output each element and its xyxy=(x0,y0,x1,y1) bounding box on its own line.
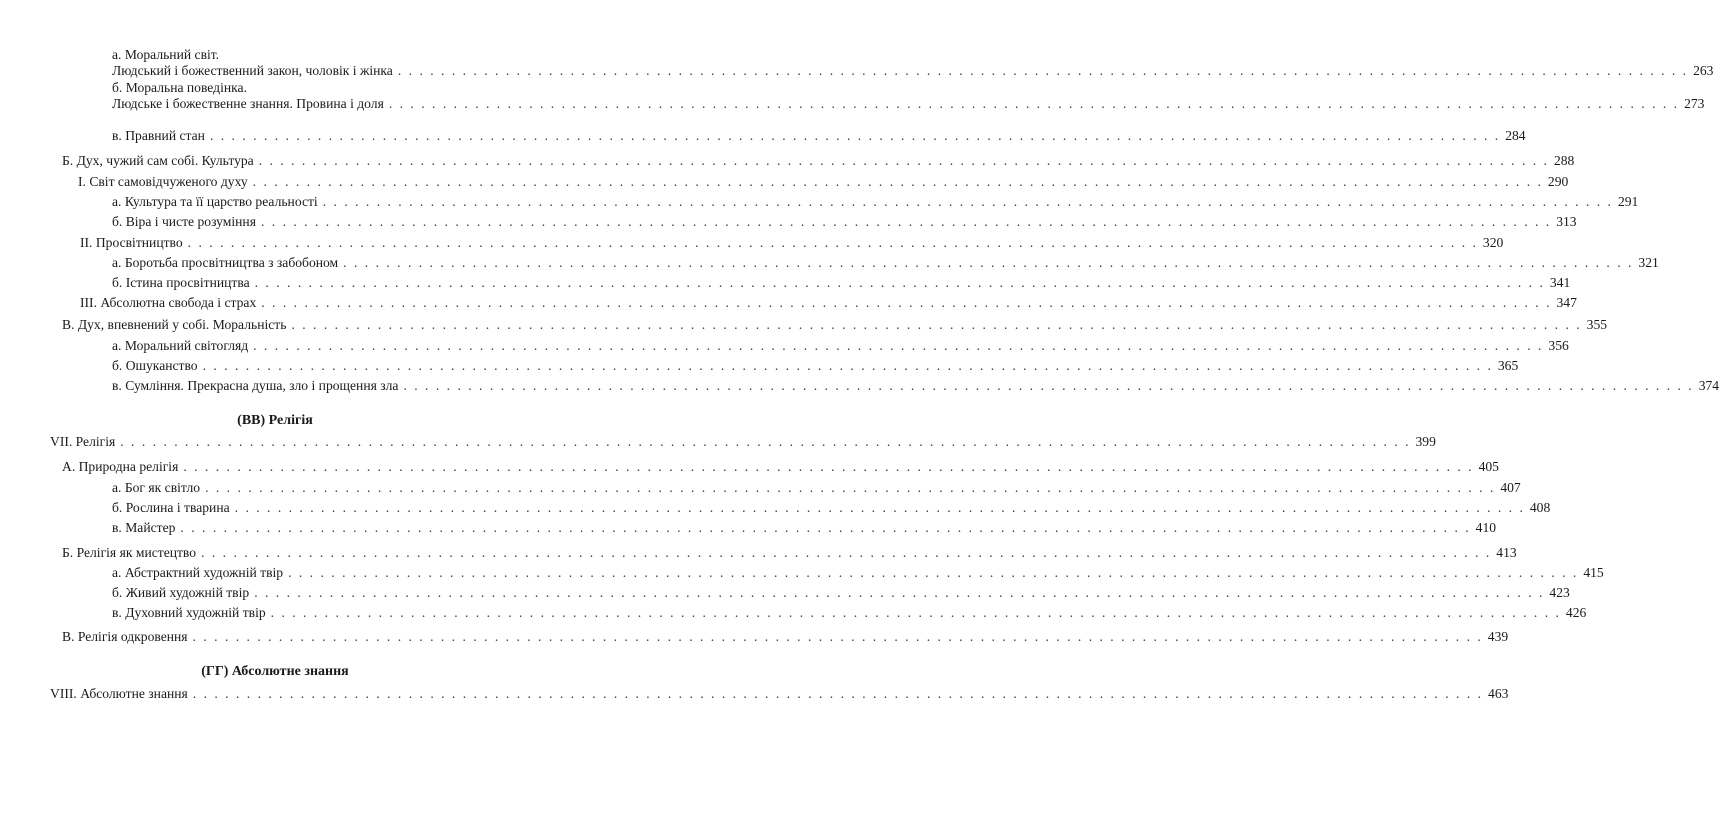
dot-leader: . . . . . . . . . . . . . . . . . . . . . . . . . . . . . . . . . . . . . . . . . . . . . . . . . . . . . . . . . . . . . . . . . . . . . . . . . . . . . . . . . . . . . . . . . . . . . . . . . . . . . . . . . . . . . . . . . . . . . . . . xyxy=(201,545,1492,560)
toc-page-number: 426 xyxy=(1565,605,1587,620)
toc-entry xyxy=(62,316,1608,334)
toc-entry-title: В. Релігія одкровення xyxy=(62,629,188,644)
toc-entry xyxy=(80,294,1577,312)
toc-entry-title: б. Віра і чисте розуміння xyxy=(112,214,256,229)
toc-page-number: 374 xyxy=(1698,378,1719,393)
toc-entry xyxy=(62,628,1509,646)
toc-entry xyxy=(112,357,1519,375)
toc-entry xyxy=(50,685,1509,703)
toc-entry-title: В. Дух, впевнений у собі. Моральність xyxy=(62,317,287,332)
toc-entry-title: II. Просвітництво xyxy=(80,235,183,250)
toc-page-number: 413 xyxy=(1496,545,1517,560)
toc-page-number: 399 xyxy=(1415,434,1436,449)
toc-entry-title: III. Абсолютна свобода і страх xyxy=(80,295,257,310)
toc-page-number: 320 xyxy=(1482,235,1504,250)
dot-leader: . . . . . . . . . . . . . . . . . . . . . . . . . . . . . . . . . . . . . . . . . . . . . . . . . . . . . . . . . . . . . . . . . . . . . . . . . . . . . . . . . . . . . . . . . . . . . . . . . . . . . . . . . . . . . . . . . . . . . . . . xyxy=(180,520,1471,535)
toc-entry-title: б. Рослина і тварина xyxy=(112,500,230,515)
dot-leader: . . . . . . . . . . . . . . . . . . . . . . . . . . . . . . . . . . . . . . . . . . . . . . . . . . . . . . . . . . . . . . . . . . . . . . . . . . . . . . . . . . . . . . . . . . . . . . . . . . . . . . . . . . . . . . . . . . . . . . . . xyxy=(253,338,1544,353)
section-heading: (ГГ) Абсолютне знання xyxy=(201,664,349,679)
dot-leader: . . . . . . . . . . . . . . . . . . . . . . . . . . . . . . . . . . . . . . . . . . . . . . . . . . . . . . . . . . . . . . . . . . . . . . . . . . . . . . . . . . . . . . . . . . . . . . . . . . . . . . . . . . . . . . . . . . . . . . . . xyxy=(397,63,1689,78)
toc-entry-title: в. Сумління. Прекрасна душа, зло і прощення зла xyxy=(112,378,399,393)
toc-page-number: 463 xyxy=(1488,686,1509,701)
toc-page-number: 347 xyxy=(1556,295,1577,310)
toc-entry-title: в. Майстер xyxy=(112,520,176,535)
toc-entry xyxy=(112,604,1587,622)
toc-entry xyxy=(112,213,1577,231)
dot-leader: . . . . . . . . . . . . . . . . . . . . . . . . . . . . . . . . . . . . . . . . . . . . . . . . . . . . . . . . . . . . . . . . . . . . . . . . . . . . . . . . . . . . . . . . . . . . . . . . . . . . . . . . . . . . . . . . . . . . . . . . xyxy=(260,214,1552,229)
toc-entry xyxy=(112,254,1659,272)
toc-page-number: 341 xyxy=(1549,275,1571,290)
toc-page-number: 273 xyxy=(1684,96,1705,111)
dot-leader: . . . . . . . . . . . . . . . . . . . . . . . . . . . . . . . . . . . . . . . . . . . . . . . . . . . . . . . . . . . . . . . . . . . . . . . . . . . . . . . . . . . . . . . . . . . . . . . . . . . . . . . . . . . . . . . . . . . . . . . . xyxy=(120,434,1411,449)
dot-leader: . . . . . . . . . . . . . . . . . . . . . . . . . . . . . . . . . . . . . . . . . . . . . . . . . . . . . . . . . . . . . . . . . . . . . . . . . . . . . . . . . . . . . . . . . . . . . . . . . . . . . . . . . . . . . . . . . . . . . . . . xyxy=(288,565,1579,580)
dot-leader: . . . . . . . . . . . . . . . . . . . . . . . . . . . . . . . . . . . . . . . . . . . . . . . . . . . . . . . . . . . . . . . . . . . . . . . . . . . . . . . . . . . . . . . . . . . . . . . . . . . . . . . . . . . . . . . . . . . . . . . . xyxy=(291,317,1582,332)
toc-entry-title: а. Абстрактний художній твір xyxy=(112,565,284,580)
toc-page-number: 263 xyxy=(1693,63,1714,78)
toc-entry-title: Б. Релігія як мистецтво xyxy=(62,545,197,560)
dot-leader: . . . . . . . . . . . . . . . . . . . . . . . . . . . . . . . . . . . . . . . . . . . . . . . . . . . . . . . . . . . . . . . . . . . . . . . . . . . . . . . . . . . . . . . . . . . . . . . . . . . . . . . . . . . . . . . . . . . . . . . . xyxy=(209,128,1501,143)
toc-entry xyxy=(112,95,1705,113)
toc-page-number: 410 xyxy=(1475,520,1497,535)
toc-entry xyxy=(112,193,1639,211)
toc-entry-title: б. Ошуканство xyxy=(112,358,198,373)
toc-entry-title: Людський і божественний закон, чоловік і жінка xyxy=(112,63,393,78)
toc-entry-title: VII. Релігія xyxy=(50,434,116,449)
toc-entry-title: а. Моральний світогляд xyxy=(112,338,249,353)
toc-entry xyxy=(112,564,1604,582)
dot-leader: . . . . . . . . . . . . . . . . . . . . . . . . . . . . . . . . . . . . . . . . . . . . . . . . . . . . . . . . . . . . . . . . . . . . . . . . . . . . . . . . . . . . . . . . . . . . . . . . . . . . . . . . . . . . . . . . . . . . . . . . xyxy=(403,378,1694,393)
dot-leader: . . . . . . . . . . . . . . . . . . . . . . . . . . . . . . . . . . . . . . . . . . . . . . . . . . . . . . . . . . . . . . . . . . . . . . . . . . . . . . . . . . . . . . . . . . . . . . . . . . . . . . . . . . . . . . . . . . . . . . . . xyxy=(252,174,1543,189)
toc-entry xyxy=(78,173,1569,191)
dot-leader: . . . . . . . . . . . . . . . . . . . . . . . . . . . . . . . . . . . . . . . . . . . . . . . . . . . . . . . . . . . . . . . . . . . . . . . . . . . . . . . . . . . . . . . . . . . . . . . . . . . . . . . . . . . . . . . . . . . . . . . . xyxy=(205,480,1496,495)
toc-entry-title: а. Бог як світло xyxy=(112,480,201,495)
dot-leader: . . . . . . . . . . . . . . . . . . . . . . . . . . . . . . . . . . . . . . . . . . . . . . . . . . . . . . . . . . . . . . . . . . . . . . . . . . . . . . . . . . . . . . . . . . . . . . . . . . . . . . . . . . . . . . . . . . . . . . . . xyxy=(254,275,1545,290)
toc-page-number: 356 xyxy=(1548,338,1569,353)
toc-entry xyxy=(50,433,1436,451)
toc-page-number: 423 xyxy=(1549,585,1570,600)
toc-entry xyxy=(112,499,1551,517)
toc-page-number: 291 xyxy=(1617,194,1639,209)
toc-entry-title: VIII. Абсолютне знання xyxy=(50,686,188,701)
dot-leader: . . . . . . . . . . . . . . . . . . . . . . . . . . . . . . . . . . . . . . . . . . . . . . . . . . . . . . . . . . . . . . . . . . . . . . . . . . . . . . . . . . . . . . . . . . . . . . . . . . . . . . . . . . . . . . . . . . . . . . . . xyxy=(388,96,1680,111)
toc-entry xyxy=(112,519,1497,537)
dot-leader: . . . . . . . . . . . . . . . . . . . . . . . . . . . . . . . . . . . . . . . . . . . . . . . . . . . . . . . . . . . . . . . . . . . . . . . . . . . . . . . . . . . . . . . . . . . . . . . . . . . . . . . . . . . . . . . . . . . . . . . . xyxy=(322,194,1613,209)
dot-leader: . . . . . . . . . . . . . . . . . . . . . . . . . . . . . . . . . . . . . . . . . . . . . . . . . . . . . . . . . . . . . . . . . . . . . . . . . . . . . . . . . . . . . . . . . . . . . . . . . . . . . . . . . . . . . . . . . . . . . . . . xyxy=(187,235,1478,250)
toc-page-number: 407 xyxy=(1500,480,1521,495)
toc-page-number: 284 xyxy=(1505,128,1526,143)
toc-entry-title: в. Духовний художній твір xyxy=(112,605,266,620)
toc-entry-title: I. Світ самовідчуженого духу xyxy=(78,174,248,189)
toc-entry-title: б. Живий художній твір xyxy=(112,585,250,600)
toc-entry xyxy=(112,127,1526,145)
toc-entry-title: в. Правний стан xyxy=(112,128,205,143)
toc-page-number: 365 xyxy=(1497,358,1519,373)
dot-leader: . . . . . . . . . . . . . . . . . . . . . . . . . . . . . . . . . . . . . . . . . . . . . . . . . . . . . . . . . . . . . . . . . . . . . . . . . . . . . . . . . . . . . . . . . . . . . . . . . . . . . . . . . . . . . . . . . . . . . . . . xyxy=(258,153,1549,168)
toc-entry-title: б. Істина просвітництва xyxy=(112,275,250,290)
toc-entry xyxy=(112,62,1714,80)
dot-leader: . . . . . . . . . . . . . . . . . . . . . . . . . . . . . . . . . . . . . . . . . . . . . . . . . . . . . . . . . . . . . . . . . . . . . . . . . . . . . . . . . . . . . . . . . . . . . . . . . . . . . . . . . . . . . . . . . . . . . . . . xyxy=(254,585,1545,600)
toc-page-number: 313 xyxy=(1556,214,1577,229)
toc-entry xyxy=(62,152,1575,170)
toc-page-number: 288 xyxy=(1553,153,1575,168)
toc-entry xyxy=(112,274,1571,292)
toc-entry-title: а. Культура та її царство реальності xyxy=(112,194,318,209)
toc-entry xyxy=(62,544,1517,562)
toc-page-number: 439 xyxy=(1487,629,1509,644)
toc-entry xyxy=(80,234,1504,252)
dot-leader: . . . . . . . . . . . . . . . . . . . . . . . . . . . . . . . . . . . . . . . . . . . . . . . . . . . . . . . . . . . . . . . . . . . . . . . . . . . . . . . . . . . . . . . . . . . . . . . . . . . . . . . . . . . . . . . . . . . . . . . . xyxy=(192,629,1483,644)
toc-entry xyxy=(112,479,1521,497)
toc-page-number: 405 xyxy=(1478,459,1499,474)
dot-leader: . . . . . . . . . . . . . . . . . . . . . . . . . . . . . . . . . . . . . . . . . . . . . . . . . . . . . . . . . . . . . . . . . . . . . . . . . . . . . . . . . . . . . . . . . . . . . . . . . . . . . . . . . . . . . . . . . . . . . . . . xyxy=(261,295,1552,310)
toc-entry-title: а. Боротьба просвітництва з забобоном xyxy=(112,255,339,270)
toc-entry xyxy=(62,458,1499,476)
toc-page-number: 321 xyxy=(1638,255,1659,270)
section-heading: (ВВ) Релігія xyxy=(237,413,313,428)
toc-page-number: 290 xyxy=(1547,174,1569,189)
toc-page-number: 408 xyxy=(1529,500,1551,515)
dot-leader: . . . . . . . . . . . . . . . . . . . . . . . . . . . . . . . . . . . . . . . . . . . . . . . . . . . . . . . . . . . . . . . . . . . . . . . . . . . . . . . . . . . . . . . . . . . . . . . . . . . . . . . . . . . . . . . . . . . . . . . . xyxy=(202,358,1493,373)
dot-leader: . . . . . . . . . . . . . . . . . . . . . . . . . . . . . . . . . . . . . . . . . . . . . . . . . . . . . . . . . . . . . . . . . . . . . . . . . . . . . . . . . . . . . . . . . . . . . . . . . . . . . . . . . . . . . . . . . . . . . . . . xyxy=(192,686,1484,701)
toc-entry-title: б. Моральна поведінка. xyxy=(112,80,247,95)
toc-page-number: 415 xyxy=(1583,565,1604,580)
dot-leader: . . . . . . . . . . . . . . . . . . . . . . . . . . . . . . . . . . . . . . . . . . . . . . . . . . . . . . . . . . . . . . . . . . . . . . . . . . . . . . . . . . . . . . . . . . . . . . . . . . . . . . . . . . . . . . . . . . . . . . . . xyxy=(183,459,1474,474)
toc-entry-title: Б. Дух, чужий сам собі. Культура xyxy=(62,153,254,168)
toc-page-number: 355 xyxy=(1586,317,1608,332)
toc-entry-title: а. Моральний світ. xyxy=(112,47,220,62)
dot-leader: . . . . . . . . . . . . . . . . . . . . . . . . . . . . . . . . . . . . . . . . . . . . . . . . . . . . . . . . . . . . . . . . . . . . . . . . . . . . . . . . . . . . . . . . . . . . . . . . . . . . . . . . . . . . . . . . . . . . . . . . xyxy=(234,500,1525,515)
toc-entry xyxy=(112,584,1570,602)
toc-entry xyxy=(112,337,1569,355)
dot-leader: . . . . . . . . . . . . . . . . . . . . . . . . . . . . . . . . . . . . . . . . . . . . . . . . . . . . . . . . . . . . . . . . . . . . . . . . . . . . . . . . . . . . . . . . . . . . . . . . . . . . . . . . . . . . . . . . . . . . . . . . xyxy=(343,255,1634,270)
toc-entry-title: Людське і божественне знання. Провина і доля xyxy=(112,96,384,111)
toc-entry xyxy=(112,377,1719,395)
dot-leader: . . . . . . . . . . . . . . . . . . . . . . . . . . . . . . . . . . . . . . . . . . . . . . . . . . . . . . . . . . . . . . . . . . . . . . . . . . . . . . . . . . . . . . . . . . . . . . . . . . . . . . . . . . . . . . . . . . . . . . . . xyxy=(270,605,1561,620)
toc-entry-title: А. Природна релігія xyxy=(62,459,179,474)
